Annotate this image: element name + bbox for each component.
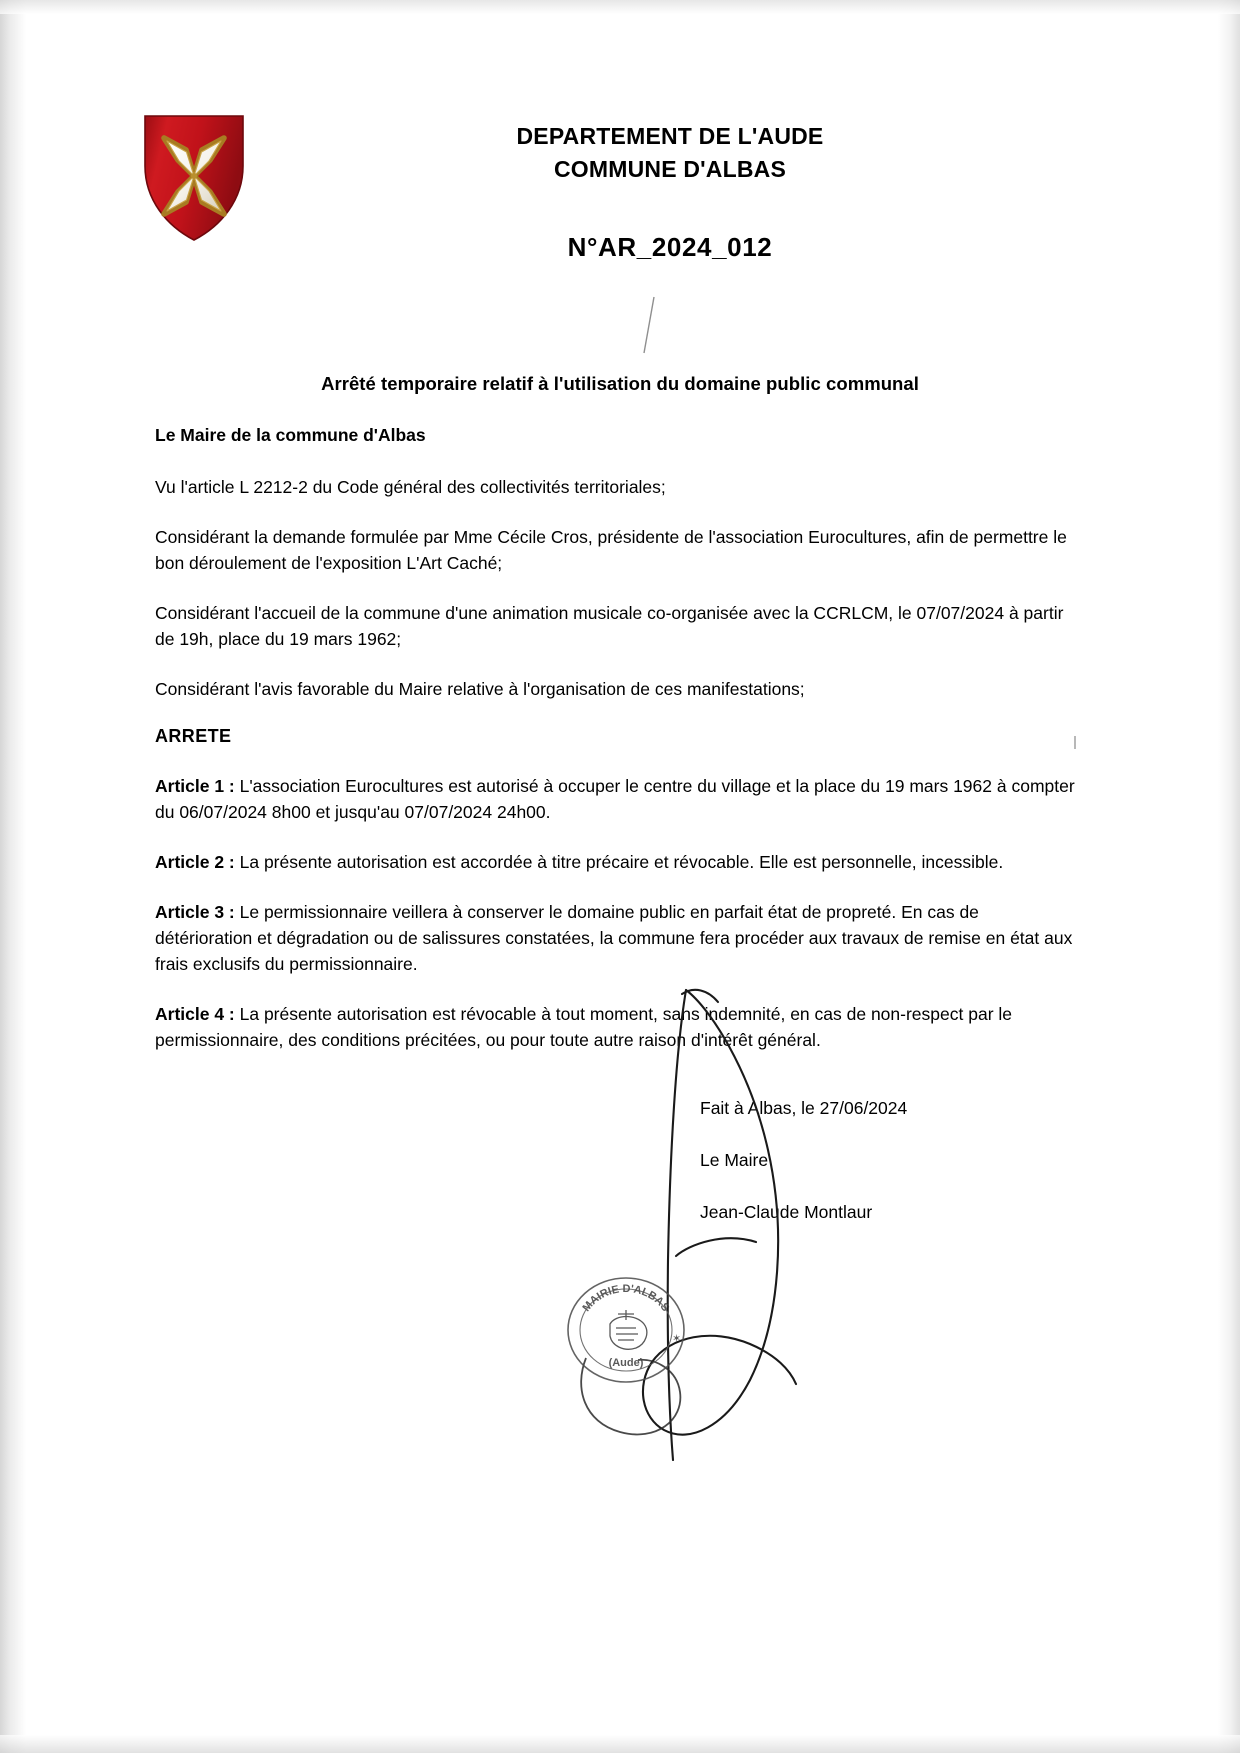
scan-edge-left [0, 0, 26, 1753]
authority-line: Le Maire de la commune d'Albas [155, 425, 426, 445]
coat-of-arms-icon [141, 114, 247, 242]
recital-item: Considérant l'accueil de la commune d'une animation musicale co-organisée avec la CCRLCM, le 07/07/2024 à partir de 19h, place du 19 mars 1962; [155, 603, 1064, 649]
scan-edge-right [1218, 0, 1240, 1753]
signature-name: Jean-Claude Montlaur [700, 1202, 873, 1222]
article-text: L'association Eurocultures est autorisé à occuper le centre du village et la place du 19 mars 1962 à compter du 06/07/2024 8h00 et jusqu'au 07/07/2024 24h00. [155, 776, 1075, 822]
article-label: Article 3 : [155, 902, 235, 922]
stamp-star-icon: ✶ [672, 1333, 682, 1345]
department-title: DEPARTEMENT DE L'AUDE [516, 123, 824, 149]
article-paragraph [155, 899, 1080, 977]
scan-edge-bottom [0, 1735, 1240, 1753]
article-paragraph [155, 773, 1080, 825]
official-stamp [556, 1262, 716, 1447]
article-paragraph [155, 1001, 1080, 1053]
document-header [0, 110, 1240, 240]
recital-item: Considérant la demande formulée par Mme Cécile Cros, présidente de l'association Eurocultures, afin de permettre le bon déroulement de l'exposition L'Art Caché; [155, 527, 1067, 573]
article-text: La présente autorisation est révocable à tout moment, sans indemnité, en cas de non-respect par le permissionnaire, des conditions précitées, ou pour toute autre raison d'intérêt général. [155, 1004, 1013, 1050]
svg-text:MAIRIE D'ALBAS [581, 1283, 672, 1314]
signature-place-date: Fait à Albas, le 27/06/2024 [700, 1098, 908, 1118]
document-title: Arrêté temporaire relatif à l'utilisation du domaine public communal [321, 373, 919, 394]
signature-block [700, 1095, 1100, 1251]
decision-heading: ARRETE [155, 726, 232, 746]
article-label: Article 4 : [155, 1004, 235, 1024]
stray-ink-mark [640, 295, 660, 355]
article-label: Article 2 : [155, 852, 235, 872]
article-label: Article 1 : [155, 776, 235, 796]
document-body [155, 422, 1080, 1077]
article-text: Le permissionnaire veillera à conserver le domaine public en parfait état de propreté. En cas de détérioration et dégradation ou de salissures constatées, la commune fera procéder aux travaux de remise en état aux frais exclusifs du permissionnaire. [155, 902, 1073, 974]
recital-item: Vu l'article L 2212-2 du Code général des collectivités territoriales; [155, 477, 666, 497]
stamp-bottom-text: (Aude) [608, 1357, 644, 1369]
article-text: La présente autorisation est accordée à titre précaire et révocable. Elle est personnelle, incessible. [234, 852, 1004, 872]
signature-role: Le Maire [700, 1150, 769, 1170]
document-reference-number: N°AR_2024_012 [567, 232, 773, 262]
recital-item: Considérant l'avis favorable du Maire relative à l'organisation de ces manifestations; [155, 679, 805, 699]
stamp-top-text: MAIRIE D'ALBAS [580, 1282, 672, 1314]
scan-edge-top [0, 0, 1240, 14]
header-title-group [330, 120, 1010, 186]
article-paragraph [155, 849, 1080, 875]
commune-title: COMMUNE D'ALBAS [553, 156, 787, 182]
